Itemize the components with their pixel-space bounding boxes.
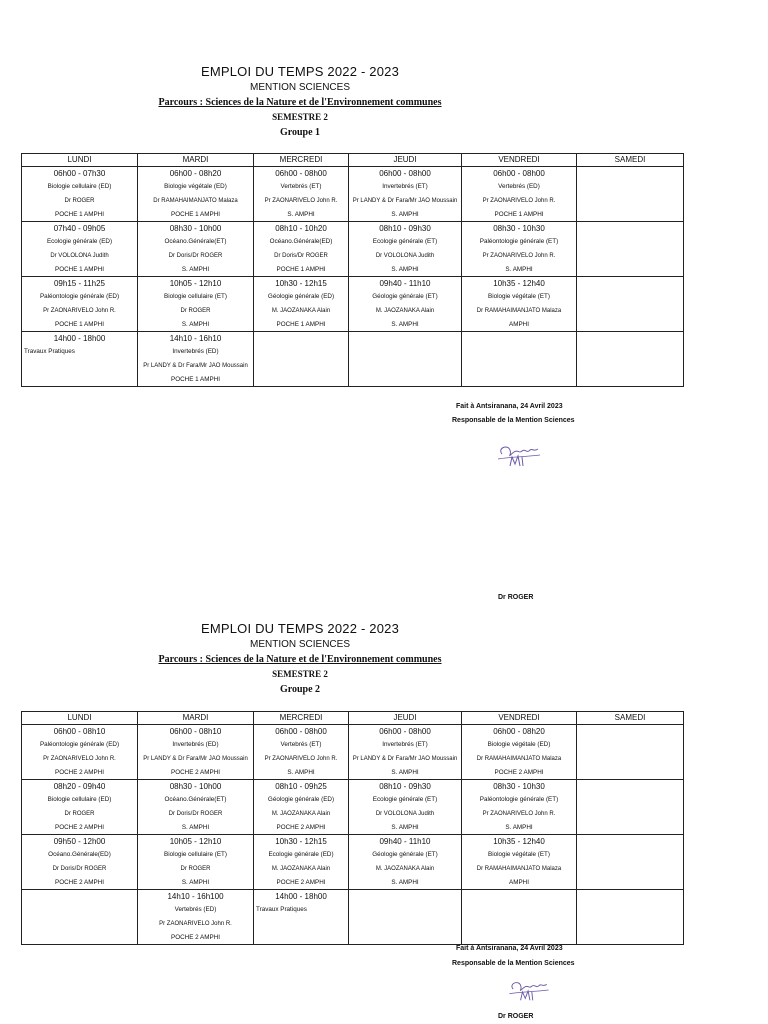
session-cell: [22, 725, 138, 780]
fait-a-label: Fait à Antsiranana, 24 Avril 2023: [456, 945, 563, 952]
signataire-label: Dr ROGER: [498, 594, 534, 601]
day-header-vendredi: VENDREDI: [462, 712, 577, 725]
signature: [505, 976, 553, 1004]
session-time: 06h00 - 08h00: [379, 727, 431, 736]
session-cell: [349, 725, 462, 780]
timetable-row: [22, 835, 684, 890]
session-room: [22, 373, 137, 386]
empty-cell: [254, 332, 349, 387]
session-cell: [138, 835, 254, 890]
session-cell: [254, 222, 349, 277]
session-course: Océano.Générale(ED): [48, 851, 111, 858]
session-teacher: Dr RAMAHAIMANJATO Malaza: [476, 866, 562, 872]
fait-a-label: Fait à Antsiranana, 24 Avril 2023: [456, 403, 563, 410]
session-cell: [462, 780, 577, 835]
session-cell: [138, 890, 254, 945]
session-cell: [462, 277, 577, 332]
session-cell: [138, 222, 254, 277]
session-time: 14h10 - 16h100: [167, 892, 224, 901]
session-room: POCHE 2 AMPHI: [171, 934, 220, 941]
session-course: Géologie générale (ET): [372, 293, 438, 300]
session-course: Vertebrés (ET): [280, 183, 322, 190]
session-course: Travaux Pratiques: [24, 348, 75, 355]
session-room: POCHE 2 AMPHI: [55, 769, 104, 776]
session-room: POCHE 1 AMPHI: [276, 266, 326, 273]
session-time: 10h05 - 12h10: [169, 837, 222, 846]
session-teacher: Pr ZAONARIVELO John R.: [264, 198, 338, 204]
session-teacher: M. JAOZANAKA Alain: [271, 811, 331, 817]
session-time: 06h00 - 08h20: [493, 727, 545, 736]
session-cell: [22, 277, 138, 332]
session-teacher: Dr Doris/Dr ROGER: [274, 253, 328, 259]
session-time: 09h15 - 11h25: [53, 279, 105, 288]
day-header-lundi: LUNDI: [22, 154, 138, 167]
mention-label: MENTION SCIENCES: [249, 82, 350, 93]
schedule-title: EMPLOI DU TEMPS 2022 - 2023: [200, 64, 400, 79]
session-teacher: Pr ZAONARIVELO John R.: [482, 811, 556, 817]
session-course: Ecologie générale (ET): [372, 238, 438, 245]
session-course: Invertebrés (ED): [172, 741, 219, 748]
session-course: Vertebrés (ET): [280, 741, 322, 748]
session-room: POCHE 2 AMPHI: [494, 769, 544, 776]
timetable-row: [22, 725, 684, 780]
session-room: S. AMPHI: [181, 879, 210, 886]
session-room: POCHE 1 AMPHI: [276, 321, 326, 328]
session-room: POCHE 2 AMPHI: [55, 879, 104, 886]
empty-cell: [462, 890, 577, 945]
session-cell: [349, 277, 462, 332]
empty-cell: [577, 725, 684, 780]
session-course: Paléontologie générale (ED): [39, 741, 120, 748]
session-course: Océano.Générale(ED): [269, 238, 333, 245]
session-cell: [138, 780, 254, 835]
session-time: 06h00 - 08h00: [379, 169, 431, 178]
session-course: Vertebrés (ED): [174, 906, 217, 913]
day-header-mardi: MARDI: [138, 712, 254, 725]
timetable-row: [22, 277, 684, 332]
session-cell: [22, 167, 138, 222]
session-course: Biologie cellulaire (ET): [164, 293, 227, 300]
session-cell: [22, 780, 138, 835]
session-cell: [254, 277, 349, 332]
session-room: POCHE 1 AMPHI: [55, 211, 104, 218]
empty-cell: [577, 780, 684, 835]
session-time: 08h30 - 10h00: [169, 782, 222, 791]
session-course: Ecologie générale (ED): [46, 238, 113, 245]
session-room: POCHE 1 AMPHI: [494, 211, 544, 218]
session-room: POCHE 1 AMPHI: [55, 321, 104, 328]
session-cell: [349, 167, 462, 222]
session-room: S. AMPHI: [391, 211, 419, 218]
session-time: 06h00 - 08h00: [275, 727, 327, 736]
session-teacher: Pr ZAONARIVELO John R.: [159, 921, 232, 927]
timetable-row: [22, 167, 684, 222]
session-teacher: [22, 359, 137, 373]
session-teacher: Dr ROGER: [180, 308, 211, 314]
day-header-lundi: LUNDI: [22, 712, 138, 725]
session-cell: [22, 222, 138, 277]
session-time: 08h20 - 09h40: [53, 782, 106, 791]
timetable-row: [22, 780, 684, 835]
session-time: 10h30 - 12h15: [275, 279, 327, 288]
session-teacher: Pr LANDY & Dr Fara/Mr JAO Moussain: [352, 756, 458, 762]
session-course: Biologie végétale (ED): [487, 741, 551, 748]
session-room: S. AMPHI: [391, 769, 419, 776]
day-header-mercredi: MERCREDI: [254, 712, 349, 725]
session-teacher: Dr Doris/Dr ROGER: [52, 866, 107, 872]
session-cell: [349, 780, 462, 835]
session-course: Océano.Générale(ET): [164, 796, 227, 803]
session-course: Invertebrés (ED): [172, 348, 219, 355]
session-course: Invertebrés (ET): [382, 183, 428, 190]
mention-label: MENTION SCIENCES: [249, 639, 350, 650]
session-room: S. AMPHI: [287, 211, 315, 218]
empty-cell: [577, 222, 684, 277]
empty-cell: [577, 167, 684, 222]
session-room: POCHE 2 AMPHI: [171, 769, 220, 776]
session-teacher: Dr VOLOLONA Judith: [375, 811, 435, 817]
session-cell: [254, 780, 349, 835]
day-header-vendredi: VENDREDI: [462, 154, 577, 167]
empty-cell: [577, 277, 684, 332]
day-header-mercredi: MERCREDI: [254, 154, 349, 167]
session-cell: [138, 167, 254, 222]
session-room: POCHE 2 AMPHI: [276, 879, 326, 886]
session-cell: [254, 725, 349, 780]
schedule-title: EMPLOI DU TEMPS 2022 - 2023: [200, 621, 400, 636]
session-room: S. AMPHI: [181, 321, 210, 328]
session-teacher: M. JAOZANAKA Alain: [375, 308, 435, 314]
session-cell: [462, 725, 577, 780]
session-time: 14h10 - 16h10: [169, 334, 222, 343]
session-course: Biologie végétale (ET): [488, 293, 550, 300]
session-course: Paléontologie générale (ET): [479, 796, 559, 803]
timetable: [21, 153, 684, 387]
semestre-label: SEMESTRE 2: [272, 112, 328, 122]
session-room: POCHE 2 AMPHI: [55, 824, 104, 831]
session-cell: [349, 835, 462, 890]
session-time: 08h10 - 10h20: [275, 224, 327, 233]
session-time: 06h00 - 08h10: [53, 727, 106, 736]
session-room: S. AMPHI: [391, 266, 419, 273]
session-time: 06h00 - 08h00: [275, 169, 327, 178]
responsable-label: Responsable de la Mention Sciences: [452, 960, 575, 967]
session-cell: [462, 835, 577, 890]
session-room: AMPHI: [509, 879, 529, 886]
session-course: Biologie cellulaire (ED): [47, 183, 112, 190]
responsable-label: Responsable de la Mention Sciences: [452, 417, 575, 424]
groupe-label: Groupe 1: [279, 127, 321, 138]
session-room: POCHE 1 AMPHI: [171, 211, 220, 218]
empty-cell: [22, 890, 138, 945]
session-course: Biologie cellulaire (ET): [164, 851, 227, 858]
session-room: S. AMPHI: [287, 769, 315, 776]
session-room: S. AMPHI: [181, 824, 210, 831]
session-time: 08h30 - 10h30: [493, 224, 545, 233]
session-cell: [254, 835, 349, 890]
session-teacher: Dr RAMAHAIMANJATO Malaza: [153, 198, 238, 204]
empty-cell: [577, 332, 684, 387]
empty-cell: [349, 890, 462, 945]
day-header-samedi: SAMEDI: [577, 154, 684, 167]
session-room: POCHE 2 AMPHI: [276, 824, 326, 831]
session-teacher: Dr VOLOLONA Judith: [375, 253, 435, 259]
session-course: Biologie cellulaire (ED): [47, 796, 112, 803]
session-time: 10h30 - 12h15: [275, 837, 327, 846]
signataire-label: Dr ROGER: [498, 1013, 534, 1020]
empty-cell: [349, 332, 462, 387]
session-room: POCHE 1 AMPHI: [55, 266, 104, 273]
timetable: [21, 711, 684, 945]
session-cell: [254, 890, 349, 945]
session-teacher: M. JAOZANAKA Alain: [271, 308, 331, 314]
session-time: 06h00 - 08h00: [493, 169, 545, 178]
session-course: Géologie générale (ET): [372, 851, 438, 858]
session-teacher: Pr ZAONARIVELO John R.: [482, 198, 556, 204]
session-time: 08h10 - 09h30: [379, 224, 431, 233]
session-teacher: [254, 917, 348, 931]
day-header-row: [22, 712, 684, 725]
timetable-row: [22, 222, 684, 277]
session-course: Paléontologie générale (ET): [479, 238, 559, 245]
groupe-label: Groupe 2: [279, 684, 321, 695]
session-teacher: Pr ZAONARIVELO John R.: [482, 253, 556, 259]
session-time: 08h30 - 10h30: [493, 782, 545, 791]
session-time: 06h00 - 08h10: [169, 727, 222, 736]
session-course: Ecologie générale (ED): [268, 851, 334, 858]
day-header-jeudi: JEUDI: [349, 712, 462, 725]
session-time: 10h35 - 12h40: [493, 279, 545, 288]
empty-cell: [577, 890, 684, 945]
session-room: S. AMPHI: [391, 879, 419, 886]
session-course: Biologie végétale (ED): [164, 183, 227, 190]
session-teacher: Dr Doris/Dr ROGER: [168, 253, 223, 259]
timetable-row: [22, 890, 684, 945]
session-time: 10h05 - 12h10: [169, 279, 222, 288]
session-teacher: Dr ROGER: [64, 811, 95, 817]
session-room: S. AMPHI: [181, 266, 210, 273]
signature: [494, 440, 544, 470]
session-time: 08h10 - 09h25: [275, 782, 327, 791]
session-course: Paléontologie générale (ED): [39, 293, 120, 300]
session-teacher: Pr ZAONARIVELO John R.: [264, 756, 338, 762]
session-room: [254, 931, 348, 944]
session-time: 06h00 - 07h30: [53, 169, 106, 178]
parcours-label: Parcours : Sciences de la Nature et de l'Environnement communes: [158, 654, 442, 665]
session-time: 09h40 - 11h10: [379, 279, 431, 288]
session-room: POCHE 1 AMPHI: [171, 376, 220, 383]
session-course: Géologie générale (ED): [267, 796, 335, 803]
session-room: AMPHI: [509, 321, 529, 328]
empty-cell: [462, 332, 577, 387]
session-cell: [462, 222, 577, 277]
timetable-row: [22, 332, 684, 387]
session-teacher: Dr RAMAHAIMANJATO Malaza: [476, 756, 562, 762]
session-course: Biologie végétale (ET): [488, 851, 550, 858]
session-teacher: Pr ZAONARIVELO John R.: [43, 308, 116, 314]
session-teacher: M. JAOZANAKA Alain: [271, 866, 331, 872]
session-room: S. AMPHI: [505, 266, 533, 273]
session-teacher: Pr LANDY & Dr Fara/Mr JAO Moussain: [352, 198, 458, 204]
session-cell: [462, 167, 577, 222]
session-course: Invertebrés (ET): [382, 741, 428, 748]
session-course: Océano.Générale(ET): [164, 238, 227, 245]
session-time: 14h00 - 18h00: [275, 892, 327, 901]
empty-cell: [577, 835, 684, 890]
session-course: Travaux Pratiques: [256, 906, 307, 913]
session-teacher: Dr ROGER: [64, 198, 95, 204]
session-teacher: Pr LANDY & Dr Fara/Mr JAO Moussain: [143, 756, 248, 762]
session-cell: [254, 167, 349, 222]
session-course: Vertebrés (ED): [498, 183, 540, 190]
session-cell: [138, 332, 254, 387]
session-cell: [138, 725, 254, 780]
session-time: 07h40 - 09h05: [53, 224, 106, 233]
session-time: 09h50 - 12h00: [53, 837, 106, 846]
day-header-samedi: SAMEDI: [577, 712, 684, 725]
session-teacher: Dr VOLOLONA Judith: [50, 253, 109, 259]
session-teacher: Pr ZAONARIVELO John R.: [43, 756, 116, 762]
session-cell: [349, 222, 462, 277]
session-course: Géologie générale (ED): [267, 293, 335, 300]
session-cell: [22, 332, 138, 387]
session-room: S. AMPHI: [391, 321, 419, 328]
day-header-row: [22, 154, 684, 167]
session-teacher: M. JAOZANAKA Alain: [375, 866, 435, 872]
session-room: S. AMPHI: [505, 824, 533, 831]
session-teacher: Dr RAMAHAIMANJATO Malaza: [476, 308, 562, 314]
session-teacher: Dr Doris/Dr ROGER: [168, 811, 223, 817]
semestre-label: SEMESTRE 2: [272, 669, 328, 679]
session-time: 08h10 - 09h30: [379, 782, 431, 791]
session-time: 08h30 - 10h00: [169, 224, 222, 233]
day-header-jeudi: JEUDI: [349, 154, 462, 167]
parcours-label: Parcours : Sciences de la Nature et de l'Environnement communes: [158, 97, 442, 108]
session-cell: [22, 835, 138, 890]
session-time: 09h40 - 11h10: [379, 837, 431, 846]
session-course: Ecologie générale (ET): [372, 796, 438, 803]
session-time: 14h00 - 18h00: [53, 334, 106, 343]
session-time: 10h35 - 12h40: [493, 837, 545, 846]
session-teacher: Dr ROGER: [180, 866, 211, 872]
session-teacher: Pr LANDY & Dr Fara/Mr JAO Moussain: [143, 363, 248, 369]
day-header-mardi: MARDI: [138, 154, 254, 167]
session-cell: [138, 277, 254, 332]
session-time: 06h00 - 08h20: [169, 169, 222, 178]
session-room: S. AMPHI: [391, 824, 419, 831]
